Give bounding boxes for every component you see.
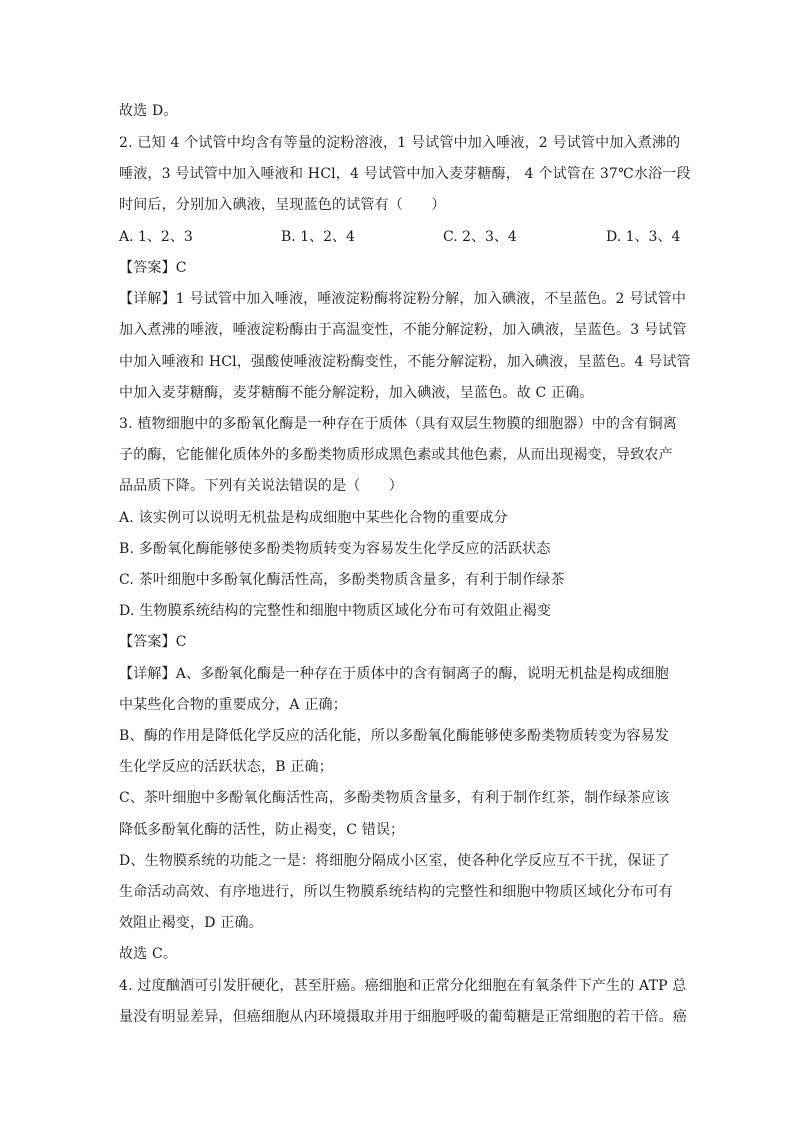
q2-option-d: D. 1、3、4 xyxy=(606,229,681,245)
q3-option-d: D. 生物膜系统结构的完整性和细胞中物质区域化分布可有效阻止褐变 xyxy=(119,603,552,619)
q3-explanation-line-3: B、酶的作用是降低化学反应的活化能，所以多酚氧化酶能够使多酚类物质转变为容易发 xyxy=(119,728,670,744)
q3-explanation-line-7: D、生物膜系统的功能之一是：将细胞分隔成小区室，使各种化学反应互不干扰，保证了 xyxy=(119,853,671,869)
q3-explanation-line-4: 生化学反应的活跃状态，B 正确； xyxy=(119,759,333,775)
q3-explanation-line-8: 生命活动高效、有序地进行，所以生物膜系统结构的完整性和细胞中物质区域化分布可有 xyxy=(119,884,673,900)
q3-answer: 【答案】C xyxy=(119,634,187,650)
q2-stem-line-1: 2. 已知 4 个试管中均含有等量的淀粉溶液，1 号试管中加入唾液，2 号试管中加入煮沸的 xyxy=(119,135,681,151)
q2-explanation-line-1: 【详解】1 号试管中加入唾液，唾液淀粉酶将淀粉分解，加入碘液，不呈蓝色。2 号试管中 xyxy=(119,291,687,307)
conclusion-q1: 故选 D。 xyxy=(119,103,178,119)
q3-option-c: C. 茶叶细胞中多酚氧化酶活性高，多酚类物质含量多，有利于制作绿茶 xyxy=(119,572,565,588)
q3-explanation-line-2: 中某些化合物的重要成分，A 正确； xyxy=(119,697,347,713)
q3-stem-line-3: 品品质下降。下列有关说法错误的是（ ） xyxy=(119,478,403,494)
q3-explanation-line-1: 【详解】A、多酚氧化酶是一种存在于质体中的含有铜离子的酶，说明无机盐是构成细胞 xyxy=(119,666,669,682)
q3-stem-line-1: 3. 植物细胞中的多酚氧化酶是一种存在于质体（具有双层生物膜的细胞器）中的含有铜离 xyxy=(119,416,678,432)
q2-explanation-line-2: 加入煮沸的唾液，唾液淀粉酶由于高温变性，不能分解淀粉，加入碘液，呈蓝色。3 号试管 xyxy=(119,322,687,338)
q4-stem-line-1: 4. 过度酗酒可引发肝硬化，甚至肝癌。癌细胞和正常分化细胞在有氧条件下产生的 ATP 总 xyxy=(119,978,687,994)
q2-option-b: B. 1、2、4 xyxy=(281,229,355,245)
q2-explanation-line-3: 中加入唾液和 HCl，强酸使唾液淀粉酶变性，不能分解淀粉，加入碘液，呈蓝色。4 号试管 xyxy=(119,354,691,370)
conclusion-q3: 故选 C。 xyxy=(119,946,178,962)
q3-explanation-line-5: C、茶叶细胞中多酚氧化酶活性高，多酚类物质含量多，有利于制作红茶，制作绿茶应该 xyxy=(119,790,670,806)
q2-stem-line-3: 时间后，分别加入碘液，呈现蓝色的试管有（ ） xyxy=(119,197,446,213)
q3-explanation-line-9: 效阻止褐变，D 正确。 xyxy=(119,915,263,931)
q3-option-b: B. 多酚氧化酶能够使多酚类物质转变为容易发生化学反应的活跃状态 xyxy=(119,541,551,557)
q2-answer: 【答案】C xyxy=(119,260,187,276)
q3-explanation-line-6: 降低多酚氧化酶的活性，防止褐变，C 错误； xyxy=(119,822,405,838)
q2-stem-line-2: 唾液，3 号试管中加入唾液和 HCl，4 号试管中加入麦芽糖酶， 4 个试管在 37℃水浴一段 xyxy=(119,166,691,182)
q3-stem-line-2: 子的酶，它能催化质体外的多酚类物质形成黑色素或其他色素，从而出现褐变，导致农产 xyxy=(119,447,673,463)
q2-option-c: C. 2、3、4 xyxy=(443,229,517,245)
q3-option-a: A. 该实例可以说明无机盐是构成细胞中某些化合物的重要成分 xyxy=(119,510,508,526)
q2-option-a: A. 1、2、3 xyxy=(119,229,193,245)
q2-explanation-line-4: 中加入麦芽糖酶，麦芽糖酶不能分解淀粉，加入碘液，呈蓝色。故 C 正确。 xyxy=(119,385,594,401)
q4-stem-line-2: 量没有明显差异，但癌细胞从内环境摄取并用于细胞呼吸的葡萄糖是正常细胞的若干倍。癌 xyxy=(119,1009,687,1025)
